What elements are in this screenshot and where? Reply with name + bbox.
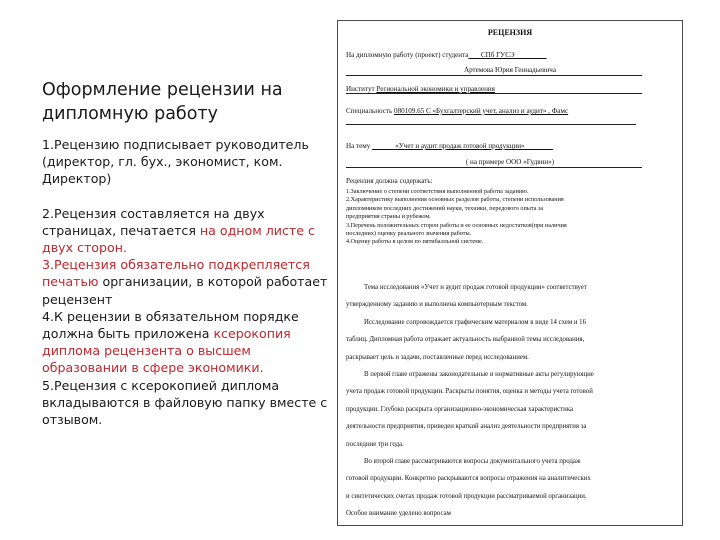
review-body-line: В первой главе отражены законодательные и нормативные акты регулирующие [364,371,594,378]
content-item: 2.Характеристику выполнения основных разделов работы, степени использования [346,196,564,204]
requirement-item [42,256,332,308]
review-body-line: Особое внимание уделено вопросам [346,510,451,518]
review-body-line: учета продаж готовой продукции. Раскрыты понятия, оценка и методы учета готовой [346,388,593,396]
content-item: последних) оценку реального значения работы. [346,230,472,237]
requirement-text: 4.К рецензии в обязательном порядке должна быть приложена [42,308,299,342]
requirements-list [42,136,332,428]
review-body-line: Во второй главе рассматриваются вопросы документального учета продаж [364,458,581,465]
requirement-text: 2.Рецензия составляется на двух страницах, печатается [42,205,265,238]
topic-line [346,142,674,151]
content-item: дипломником последних достижений науки, техники, передового опыта за [346,204,544,212]
content-item: предприятия страны и рубежом. [346,213,431,221]
requirement-item [42,308,332,377]
student-line [346,51,674,60]
requirement-highlight: 3.Рецензия обязательно подкрепляется печатью [42,257,310,290]
specialty-value: 080109.65 С «Бухгалтерский учет, анализ и аудит» , Фамс [394,107,569,115]
review-document [337,20,683,526]
review-body-line: продукции. Глубоко раскрыта организационно-экономическая характеристика [346,405,573,413]
content-heading: Рецензия должна содержать: [346,177,433,185]
review-body-line: Тема исследования «Учет и аудит продаж готовой продукции» соответствует [364,284,587,291]
review-body-line: раскрывает цель и задачи, поставленные перед исследованием. [346,353,529,361]
institute-label: Институт [346,85,375,93]
review-body-line: таблиц. Дипломная работа отражает актуальность выбранной темы исследования, [346,336,585,344]
specialty-label: Специальность [346,107,393,115]
requirement-text: организации, в которой работает рецензент [42,274,328,307]
requirement-text: 5.Рецензия с ксерокопией диплома вкладываются в файловую папку вместе с отзывом. [42,377,328,428]
review-body-line: готовой продукции. Конкретно раскрываются вопросы отражения на аналитических [346,475,591,483]
content-item: 1.Заключение о степени соответствия выполненной работы заданию. [346,188,529,195]
institute-value: Региональной экономики и управления [376,85,495,93]
specialty-line [346,107,674,116]
review-body-line: Исследование сопровождается графическим материалом в виде 14 схем и 16 [364,318,586,326]
requirement-item [42,377,332,429]
requirement-item [42,136,332,188]
slide-title: Оформление рецензии на дипломную работу [42,79,283,124]
review-heading: РЕЦЕНЗИЯ [487,28,533,37]
topic-example: ( на примере ООО «Гудвин») [465,158,555,166]
requirement-item [42,205,332,257]
content-item: 3.Перечень положительных сторон работы и ее основных недостатков(при наличия [346,221,567,229]
topic-value: «Учет и аудит продаж готовой продукции» [395,142,525,150]
requirement-text: 1.Рецензию подписывает руководитель (директор, гл. бух., экономист, ком. Директор) [42,137,309,187]
review-body-line: последние три года. [346,440,404,448]
review-body-line: утвержденному заданию и выполнена компьютерным текстом. [346,301,528,309]
review-body-line: и синтетических счетах продаж готовой продукции рассматриваемой организации. [346,492,587,500]
student-name: Артемова Юрия Геннадьевича [463,66,556,74]
requirement-highlight: ксерокопия диплома рецензента о высшем образовании в сфере экономики. [42,326,291,376]
student-label: На дипломную работу (проект) студента [346,51,469,59]
review-body-line: деятельности предприятия, приведен краткий анализ деятельности предприятия за [346,423,587,431]
content-item: 4.Оценку работы в целом по пятибалльной системе. [346,238,484,246]
topic-label: На тему [346,142,371,150]
student-group: СПб ГУСЭ [480,51,515,59]
requirement-highlight: на одном листе с двух сторон. [42,222,315,256]
